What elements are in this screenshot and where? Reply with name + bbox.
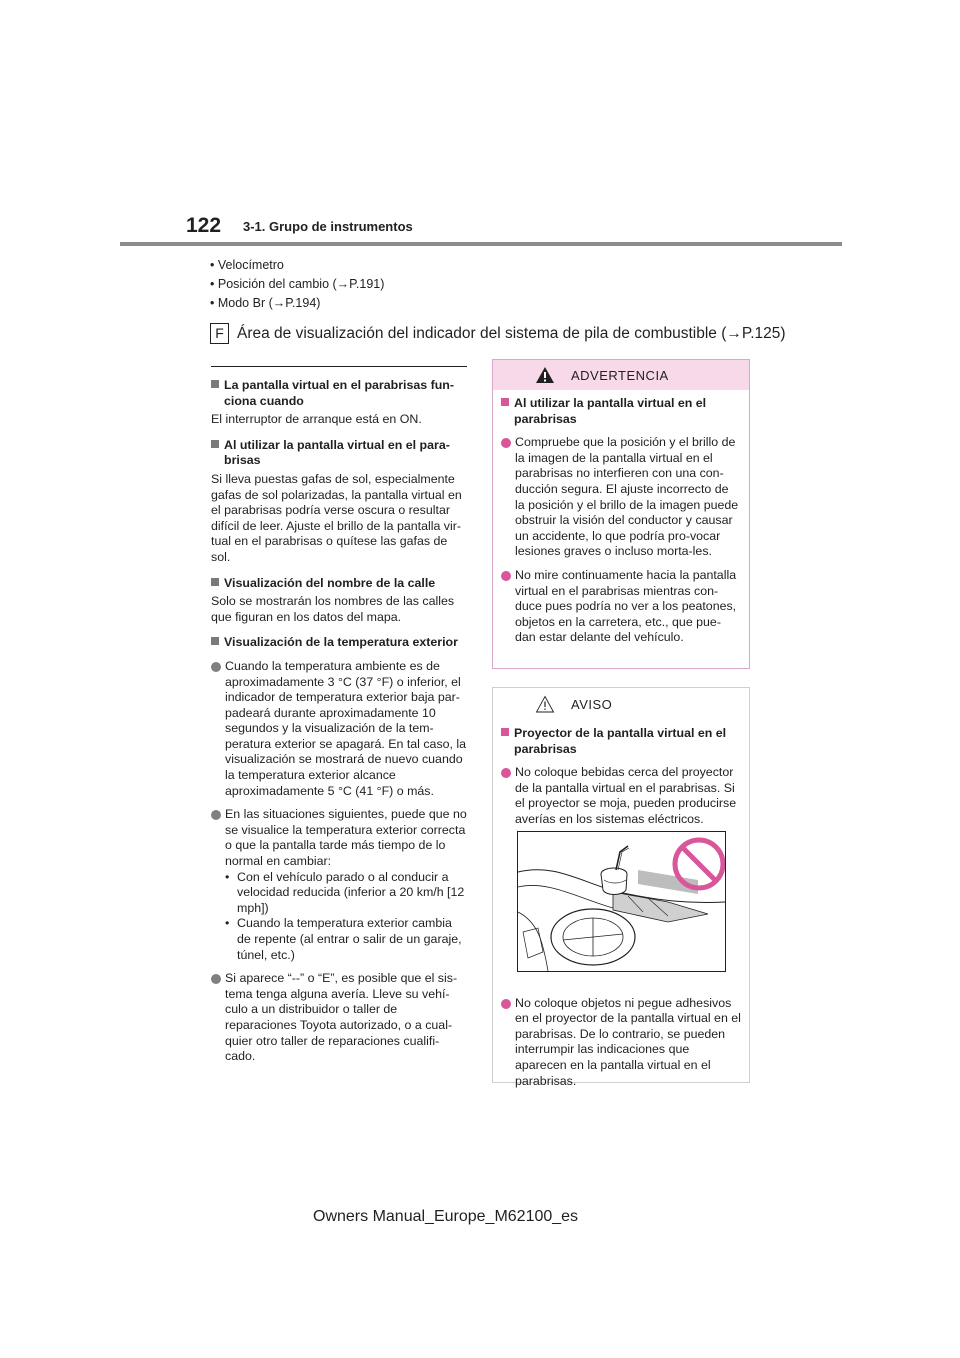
projector-illustration [517, 831, 726, 972]
square-bullet-icon [501, 728, 509, 736]
sub-item: • Con el vehículo parado o al conducir a velocidad reducida (inferior a 20 km/h [12 mph]) [225, 870, 469, 917]
item-letter-box: F [210, 323, 229, 344]
round-bullet-icon [211, 974, 221, 984]
round-bullet-icon [501, 768, 511, 778]
info-heading: Visualización del nombre de la calle [211, 576, 469, 592]
notice-title: AVISO [571, 696, 613, 712]
notice-heading: Proyector de la pantalla virtual en el parabrisas [501, 726, 741, 757]
list-item: • Velocímetro [210, 258, 284, 272]
square-bullet-icon [211, 380, 219, 388]
caution-triangle-icon [535, 695, 555, 713]
info-bullet: En las situaciones siguientes, puede que no se visualice la temperatura exterior correcta o que la pantalla tarde más tiempo de lo normal en cambiar: • Con el vehículo parado o al conducir a velocidad reducida (inferior a 20 km/h [12 mph]) • Cuando la temperatura exterior cambia de repente (al entrar o salir de un garaje, túnel, etc.) [211, 807, 469, 963]
dashboard-drawing [518, 832, 725, 971]
round-bullet-icon [211, 810, 221, 820]
square-bullet-icon [211, 440, 219, 448]
info-paragraph: Si lleva puestas gafas de sol, especialmente gafas de sol polarizadas, la pantalla virtual en el parabrisas podría verse oscura o resultar difícil de leer. Ajuste el brillo de la pantalla vir-tual en el parabrisas o quítese las gafas de sol. [211, 471, 462, 564]
warning-bullet: No mire continuamente hacia la pantalla virtual en el parabrisas mientras con-duce pues podría no ver a los peatones, objetos en la carretera, etc., que pue-dan estar delante del vehículo. [501, 568, 741, 646]
section-title: 3-1. Grupo de instrumentos [243, 219, 413, 234]
round-bullet-icon [501, 438, 511, 448]
footer-text: Owners Manual_Europe_M62100_es [313, 1208, 579, 1225]
bullet-list [210, 256, 384, 313]
info-bullet: Cuando la temperatura ambiente es de aproximadamente 3 °C (37 °F) o inferior, el indicador de temperatura exterior baja par-padeará durante aproximadamente 10 segundos y la visualización de la tem-peratura exterior se apagará. En tal caso, la visualización se mostrará de nuevo cuando la temperatura exterior alcance aproximadamente 5 °C (41 °F) o más. [211, 659, 469, 799]
info-column [211, 372, 469, 1065]
warning-bullet: Compruebe que la posición y el brillo de la imagen de la pantalla virtual en el parabrisas no interfieren con una con-ducción segura. El ajuste incorrecto de la posición y el brillo de la imagen puede obstruir la visión del conductor y causar un accidente, lo que podría pro-vocar lesiones graves o incluso morta-les. [501, 435, 741, 560]
warning-box [492, 359, 750, 669]
info-heading: Al utilizar la pantalla virtual en el para-brisas [211, 438, 469, 469]
warning-header [493, 360, 749, 390]
item-f [210, 323, 786, 344]
info-paragraph: El interruptor de arranque está en ON. [211, 412, 422, 427]
header-rule [120, 242, 842, 246]
warning-title: ADVERTENCIA [571, 367, 669, 383]
warning-heading: Al utilizar la pantalla virtual en el parabrisas [501, 396, 741, 427]
column-rule [211, 366, 467, 367]
notice-header [493, 688, 749, 720]
list-item: • Posición del cambio (→P.191) [210, 277, 385, 291]
warning-triangle-icon [535, 366, 555, 384]
list-item: • Modo Br (→P.194) [210, 296, 321, 310]
page-number: 122 [186, 214, 222, 237]
info-paragraph: Solo se mostrarán los nombres de las calles que figuran en los datos del mapa. [211, 594, 455, 624]
info-bullet: Si aparece “--” o “E”, es posible que el sis-tema tenga alguna avería. Lleve su vehí-culo a un distribuidor o taller de reparaciones Toyota autorizado, o a cual-quier otro taller de reparaciones cualifi-cado. [211, 971, 469, 1065]
square-bullet-icon [501, 398, 509, 406]
info-heading: Visualización de la temperatura exterior [211, 635, 469, 651]
notice-bullet: No coloque objetos ni pegue adhesivos en el proyector de la pantalla virtual en el parabrisas. De lo contrario, se pueden interrumpir las indicaciones que aparecen en la pantalla virtual en el parabrisas. [501, 996, 741, 1090]
square-bullet-icon [211, 578, 219, 586]
info-heading: La pantalla virtual en el parabrisas fun-ciona cuando [211, 378, 469, 409]
notice-bullet: No coloque bebidas cerca del proyector de la pantalla virtual en el parabrisas. Si el proyector se moja, pueden producirse averías en los sistemas eléctricos. [501, 765, 741, 827]
item-f-text: Área de visualización del indicador del sistema de pila de combustible (→P.125) [237, 324, 786, 342]
square-bullet-icon [211, 637, 219, 645]
sub-item: • Cuando la temperatura exterior cambia de repente (al entrar o salir de un garaje, túnel, etc.) [225, 916, 469, 963]
round-bullet-icon [501, 999, 511, 1009]
round-bullet-icon [211, 662, 221, 672]
round-bullet-icon [501, 571, 511, 581]
